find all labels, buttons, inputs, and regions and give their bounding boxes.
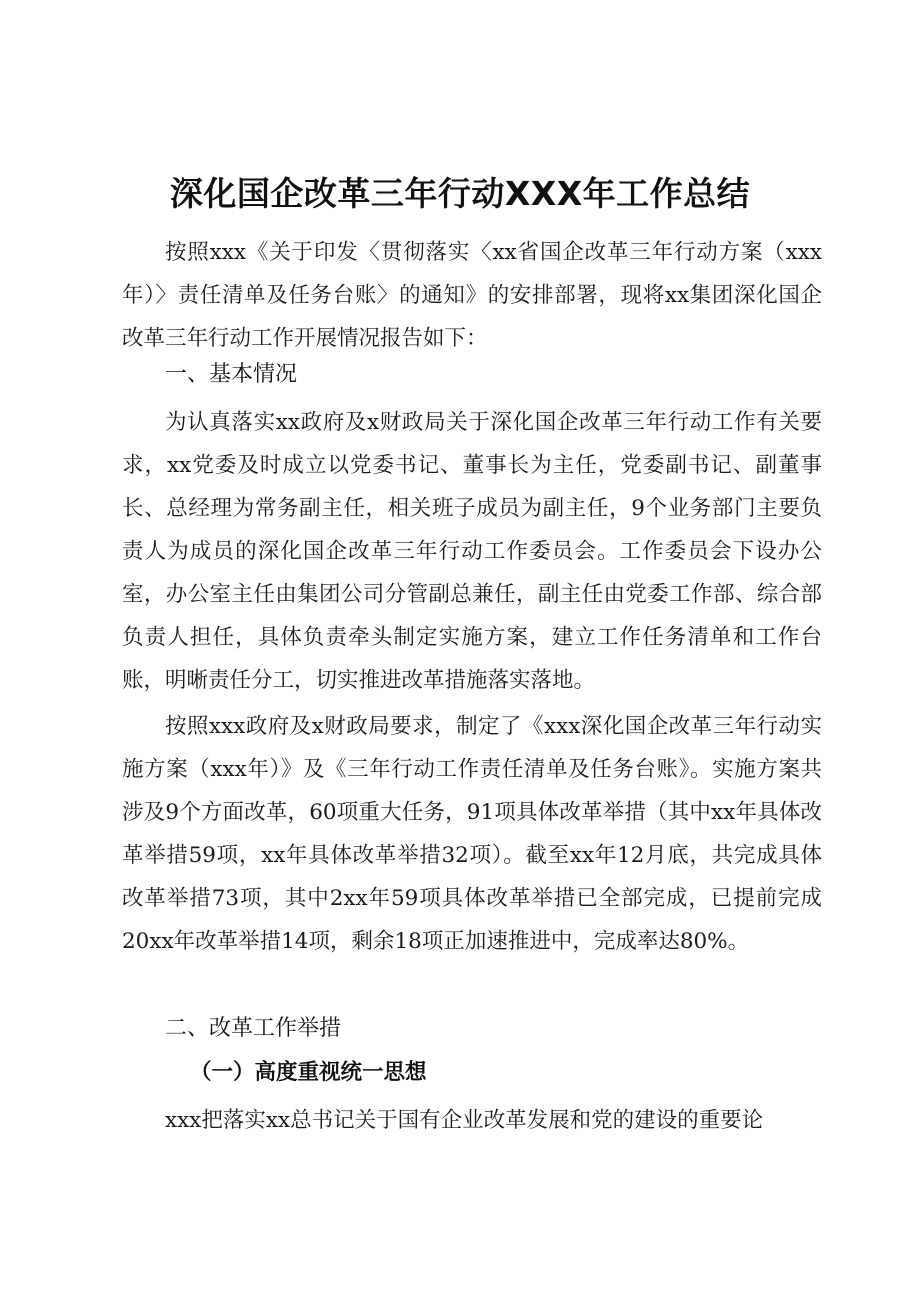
basic-situation-paragraph-2: 按照xxx政府及x财政局要求，制定了《xxx深化国企改革三年行动实施方案（xxx年）》及《三年行动工作责任清单及任务台账》。实施方案共涉及9个方面改革，60项重大任务，91项具体改革举措（其中xx年具体改革举措59项，xx年具体改革举措32项）。截至xx年12月底，共完成具体改革举措73项，其中2xx年59项具体改革举措已全部完成，已提前完成20xx年改革举措14项，剩余18项正加速推进中，完成率达80%。 xyxy=(122,714,822,954)
unify-thinking-paragraph: xxx把落实xx总书记关于国有企业改革发展和党的建设的重要论 xyxy=(165,1108,764,1133)
section-heading-basic-situation: 一、基本情况 xyxy=(165,362,298,387)
intro-paragraph: 按照xxx《关于印发〈贯彻落实〈xx省国企改革三年行动方案（xxx年）〉责任清单及任务台账〉的通知》的安排部署，现将xx集团深化国企改革三年行动工作开展情况报告如下： xyxy=(122,240,822,351)
document-title: 深化国企改革三年行动XXX年工作总结 xyxy=(169,174,751,213)
subsection-heading-unify-thinking: （一）高度重视统一思想 xyxy=(190,1060,427,1085)
section-heading-reform-measures: 二、改革工作举措 xyxy=(165,1016,342,1041)
basic-situation-paragraph-1: 为认真落实xx政府及x财政局关于深化国企改革三年行动工作有关要求，xx党委及时成立以党委书记、董事长为主任，党委副书记、副董事长、总经理为常务副主任，相关班子成员为副主任，9个业务部门主要负责人为成员的深化国企改革三年行动工作委员会。工作委员会下设办公室，办公室主任由集团公司分管副总兼任，副主任由党委工作部、综合部负责人担任，具体负责牵头制定实施方案，建立工作任务清单和工作台账，明晰责任分工，切实推进改革措施落实落地。 xyxy=(122,410,822,693)
